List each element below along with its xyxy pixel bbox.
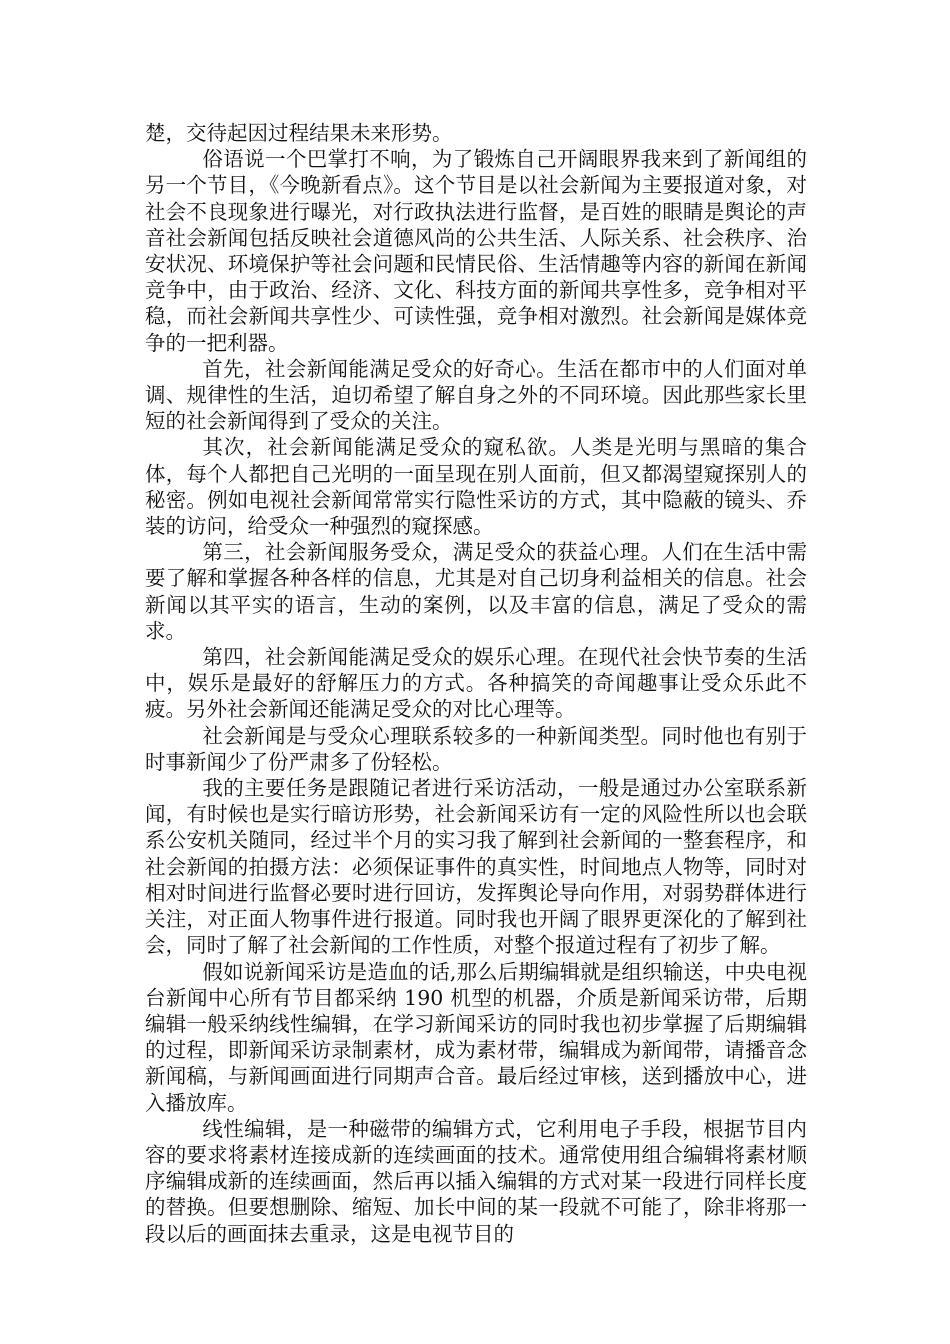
paragraph-continued: 楚，交待起因过程结果未来形势。 <box>145 121 453 145</box>
paragraph-post-editing: 假如说新闻采访是造血的话,那么后期编辑就是组织输送，中央电视台新闻中心所有节目都采纳 190 机型的机器，介质是新闻采访带，后期编辑一般采纳线性编辑，在学习新闻采访的同时我也初步掌握了后期编辑的过程，即新闻采访录制素材，成为素材带，编辑成为新闻带，请播音念新闻稿，与新闻画面进行同期声合音。最后经过审核，送到播放中心，进入播放库。 <box>145 959 807 1115</box>
paragraph-privacy: 其次，社会新闻能满足受众的窥私欲。人类是光明与黑暗的集合体，每个人都把自己光明的一面呈现在别人面前，但又都渴望窥探别人的秘密。例如电视社会新闻常常实行隐性采访的方式，其中隐蔽的镜头、乔装的访问，给受众一种强烈的窥探感。 <box>145 435 807 539</box>
paragraph-main-task: 我的主要任务是跟随记者进行采访活动，一般是通过办公室联系新闻，有时候也是实行暗访形势，社会新闻采访有一定的风险性所以也会联系公安机关随同，经过半个月的实习我了解到社会新闻的一整套程序，和社会新闻的拍摄方法：必须保证事件的真实性，时间地点人物等，同时对相对时间进行监督必要时进行回访，发挥舆论导向作用，对弱势群体进行关注，对正面人物事件进行报道。同时我也开阔了眼界更深化的了解到社会，同时了解了社会新闻的工作性质，对整个报道过程有了初步了解。 <box>145 776 807 958</box>
paragraph-entertainment: 第四，社会新闻能满足受众的娱乐心理。在现代社会快节奏的生活中，娱乐是最好的舒解压力的方式。各种搞笑的奇闻趣事让受众乐此不疲。另外社会新闻还能满足受众的对比心理等。 <box>145 645 807 722</box>
paragraph-new-look-program: 俗语说一个巴掌打不响，为了锻炼自己开阔眼界我来到了新闻组的另一个节目，《今晚新看点》。这个节目是以社会新闻为主要报道对象，对社会不良现象进行曝光，对行政执法进行监督，是百姓的眼睛是舆论的声音社会新闻包括反映社会道德风尚的公共生活、人际关系、社会秩序、治安状况、环境保护等社会问题和民情民俗、生活情趣等内容的新闻在新闻竞争中，由于政治、经济、文化、科技方面的新闻共享性多，竞争相对平稳，而社会新闻共享性少、可读性强，竞争相对激烈。社会新闻是媒体竞争的一把利器。 <box>145 147 807 355</box>
paragraph-linear-editing: 线性编辑，是一种磁带的编辑方式，它利用电子手段，根据节目内容的要求将素材连接成新的连续画面的技术。通常使用组合编辑将素材顺序编辑成新的连续画面，然后再以插入编辑的方式对某一段进行同样长度的替换。但要想删除、缩短、加长中间的某一段就不可能了，除非将那一段以后的画面抹去重录，这是电视节目的 <box>145 1116 807 1246</box>
paragraph-benefit: 第三，社会新闻服务受众，满足受众的获益心理。人们在生活中需要了解和掌握各种各样的信息，尤其是对自己切身利益相关的信息。社会新闻以其平实的语言，生动的案例，以及丰富的信息，满足了受众的需求。 <box>145 540 807 643</box>
document-page <box>145 120 807 1247</box>
paragraph-curiosity: 首先，社会新闻能满足受众的好奇心。生活在都市中的人们面对单调、规律性的生活，迫切希望了解自身之外的不同环境。因此那些家长里短的社会新闻得到了受众的关注。 <box>145 356 807 434</box>
paragraph-news-type: 社会新闻是与受众心理联系较多的一种新闻类型。同时他也有别于时事新闻少了份严肃多了份轻松。 <box>145 723 807 774</box>
